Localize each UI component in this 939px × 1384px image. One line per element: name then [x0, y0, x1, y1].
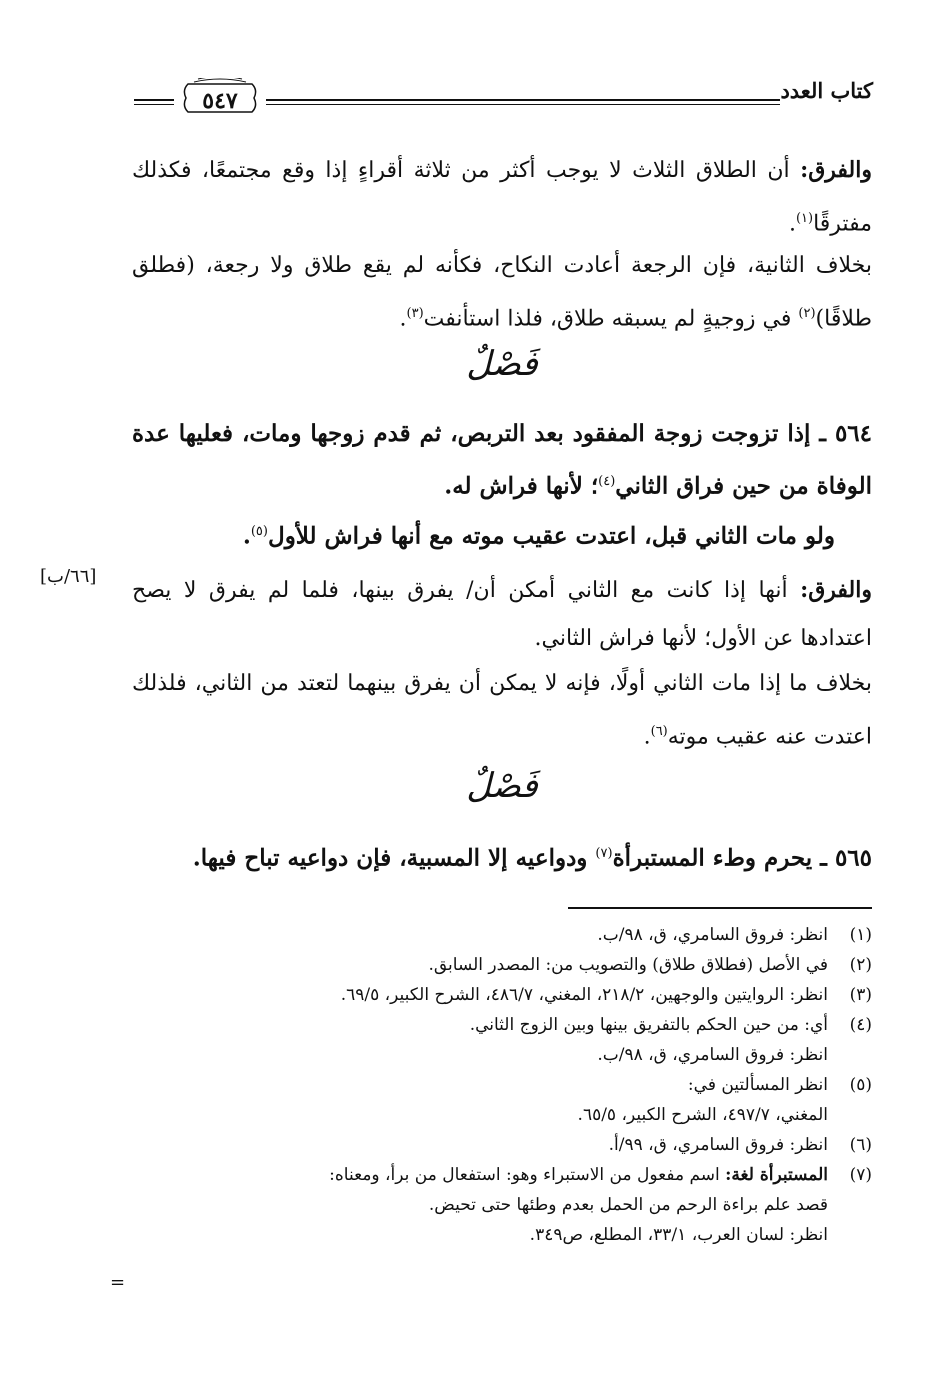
keyword: والفرق:	[800, 577, 872, 603]
header-rule-left-thin	[134, 104, 174, 105]
paragraph-end: .	[242, 522, 251, 550]
page-number-badge	[180, 78, 260, 118]
manuscript-folio-ref: [٦٦/ب]	[40, 566, 97, 587]
footnote-5-line-2: المغني، ٤٩٧/٧، الشرح الكبير، ٦٥/٥.	[577, 1105, 828, 1125]
paragraph-end: .	[399, 306, 407, 332]
footnote-text: اسم مفعول من الاستبراء وهو: استفعال من برأ، ومعناه:	[329, 1165, 726, 1185]
paragraph-end: .	[788, 211, 796, 237]
footnote-number: (٣)	[849, 985, 872, 1005]
paragraph-contrast-1	[132, 242, 872, 343]
footnote-2	[130, 950, 872, 980]
header-rule-left	[134, 99, 174, 101]
footnote-number: (٤)	[849, 1015, 872, 1035]
footnote-5	[130, 1070, 872, 1100]
footnote-4-line-2: انظر: فروق السامري، ق، ٩٨/ب.	[597, 1045, 828, 1065]
margin-mark: =	[110, 1272, 126, 1293]
footnote-separator	[568, 907, 872, 909]
footnote-ref[interactable]: (٤)	[598, 474, 616, 489]
footnote-ref[interactable]: (٢)	[798, 306, 816, 321]
footnote-number: (٢)	[849, 955, 872, 975]
footnote-4	[130, 1010, 872, 1040]
issue-564-continuation	[135, 508, 835, 561]
page-header	[128, 70, 873, 124]
issue-564	[132, 410, 872, 511]
footnote-number: (٥)	[849, 1075, 872, 1095]
issue-text: ودواعيه إلا المسبية، فإن دواعيه تباح فيها.	[192, 844, 596, 872]
paragraph-difference-1	[132, 146, 872, 248]
paragraph-text: أنها إذا كانت مع الثاني أمكن أن/ يفرق بينها، فلما لم يفرق لا يصح اعتدادها عن الأول؛ لأنها فراش الثاني.	[132, 578, 872, 651]
header-rule	[266, 99, 780, 101]
footnote-6	[130, 1130, 872, 1160]
issue-text: ٥٦٤ ـ إذا تزوجت زوجة المفقود بعد التربص، ثم قدم زوجها ومات، فعليها عدة الوفاة من حين فراق الثاني	[132, 420, 872, 500]
paragraph-text: أن الطلاق الثلاث لا يوجب أكثر من ثلاثة أقراءٍ إذا وقع مجتمعًا، فكذلك مفترقًا	[132, 158, 872, 237]
footnote-text: أي: من حين الحكم بالتفريق بينها وبين الزوج الثاني.	[469, 1015, 828, 1035]
header-rule-thin	[266, 104, 780, 105]
footnote-text: انظر: الروايتين والوجهين، ٢١٨/٢، المغني، ٤٨٦/٧، الشرح الكبير، ٦٩/٥.	[340, 985, 828, 1005]
paragraph-end: .	[643, 724, 651, 750]
section-heading: فَصْلٌ	[466, 766, 538, 806]
section-heading: فَصْلٌ	[466, 344, 538, 384]
footnote-text: في الأصل (فطلاق طلاق) والتصويب من: المصدر السابق.	[428, 955, 828, 975]
footnote-ref[interactable]: (١)	[795, 211, 814, 226]
issue-565	[132, 830, 872, 883]
footnote-text: انظر: فروق السامري، ق، ٩٨/ب.	[597, 925, 828, 945]
footnote-7	[130, 1160, 872, 1190]
footnote-text-wrapper	[130, 1160, 828, 1190]
footnote-number: (٧)	[849, 1165, 872, 1185]
paragraph-text: بخلاف ما إذا مات الثاني أولًا، فإنه لا يمكن أن يفرق بينهما لتعتد من الثاني، فلذلك اعتدت عنه عقيب موته	[132, 671, 872, 750]
running-title: كتاب العدد	[780, 78, 873, 103]
issue-text: ولو مات الثاني قبل، اعتدت عقيب موته مع أنها فراش للأول	[267, 522, 835, 550]
issue-text: ؛ لأنها فراش له.	[444, 472, 599, 500]
paragraph-contrast-2	[132, 660, 872, 761]
footnote-number: (١)	[849, 925, 872, 945]
footnote-term: المستبرأة لغة:	[725, 1165, 828, 1185]
footnote-ref[interactable]: (٦)	[650, 724, 668, 739]
page-number: ٥٤٧	[202, 88, 238, 114]
paragraph-text: في زوجيةٍ لم يسبقه طلاق، فلذا استأنفت	[423, 306, 799, 332]
paragraph-difference-2	[132, 566, 872, 663]
issue-text: ٥٦٥ ـ يحرم وطء المستبرأة	[612, 844, 872, 872]
footnote-1	[130, 920, 872, 950]
footnote-ref[interactable]: (٣)	[406, 306, 424, 321]
footnote-text: انظر المسألتين في:	[687, 1075, 828, 1095]
footnote-7-line-3: انظر: لسان العرب، ٣٣/١، المطلع، ص٣٤٩.	[529, 1225, 828, 1245]
paragraph-text: بخلاف الثانية، فإن الرجعة أعادت النكاح، فكأنه لم يقع طلاق ولا رجعة، (فطلق طلاقًا)	[132, 253, 872, 332]
footnote-ref[interactable]: (٧)	[595, 846, 613, 861]
footnote-number: (٦)	[849, 1135, 872, 1155]
footnote-7-line-2: قصد علم براءة الرحم من الحمل بعدم وطئها حتى تحيض.	[428, 1195, 828, 1215]
keyword: والفرق:	[800, 157, 872, 183]
footnote-ref[interactable]: (٥)	[250, 524, 268, 539]
footnote-3	[130, 980, 872, 1010]
footnotes	[130, 920, 872, 1250]
footnote-text: انظر: فروق السامري، ق، ٩٩/أ.	[608, 1135, 828, 1155]
